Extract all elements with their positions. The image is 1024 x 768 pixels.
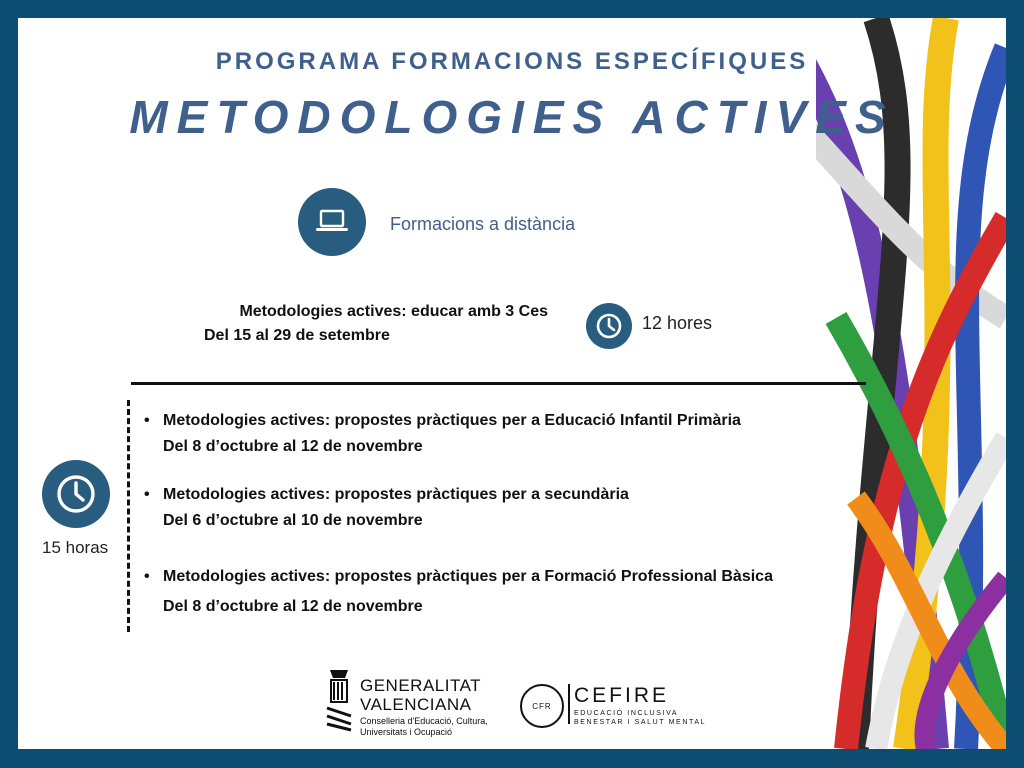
course-dates: Del 8 d’octubre al 12 de novembre	[163, 438, 423, 455]
course-12h-dates: Del 15 al 29 de setembre	[204, 327, 390, 344]
gv-line1: GENERALITAT	[360, 676, 482, 695]
clock-badge-15h	[42, 460, 110, 528]
bullet: •	[144, 412, 150, 429]
cefire-sub2: BENESTAR I SALUT MENTAL	[574, 719, 707, 726]
list-item	[144, 482, 773, 534]
laptop-badge	[298, 188, 366, 256]
course-title: Metodologies actives: propostes pràctiques per a Formació Professional Bàsica	[163, 568, 773, 585]
course-list	[144, 408, 773, 620]
course-12h	[148, 303, 548, 345]
cefire-subtitle	[574, 709, 734, 727]
list-item	[144, 408, 773, 460]
course-dates: Del 6 d’octubre al 10 de novembre	[163, 512, 423, 529]
course-title: Metodologies actives: propostes pràctiques per a Educació Infantil Primària	[163, 412, 741, 429]
course-title: Metodologies actives: propostes pràctiques per a secundària	[163, 486, 629, 503]
hours-15: 15 horas	[42, 538, 109, 557]
laptop-icon	[315, 209, 349, 235]
dashed-divider	[127, 400, 130, 632]
bullet: •	[144, 486, 150, 503]
clock-icon	[54, 472, 98, 516]
hours-12: 12 hores	[642, 313, 713, 333]
mode-label: Formacions a distància	[390, 214, 576, 234]
cfr-badge: CFR	[520, 684, 564, 728]
generalitat-logo	[324, 668, 488, 737]
conselleria-name: Conselleria d'Educació, Cultura, Universitats i Ocupació	[360, 716, 488, 737]
page-title: METODOLOGIES ACTIVES	[129, 91, 895, 143]
cefire-divider	[568, 684, 570, 724]
coat-of-arms-icon	[324, 668, 354, 732]
poster-panel	[18, 18, 1006, 749]
cefire-sub1: EDUCACIÓ INCLUSIVA	[574, 710, 679, 717]
clock-badge-12h	[586, 303, 632, 349]
generalitat-name	[360, 676, 481, 714]
clock-icon	[594, 311, 624, 341]
course-dates: Del 8 d’octubre al 12 de novembre	[163, 598, 423, 615]
course-12h-title: Metodologies actives: educar amb 3 Ces	[239, 303, 548, 320]
cefire-name: CEFIRE	[574, 684, 670, 707]
bullet: •	[144, 568, 150, 585]
program-kicker: PROGRAMA FORMACIONS ESPECÍFIQUES	[215, 48, 809, 75]
divider	[131, 382, 866, 385]
gv-line2: VALENCIANA	[360, 695, 472, 714]
list-item	[144, 564, 773, 620]
